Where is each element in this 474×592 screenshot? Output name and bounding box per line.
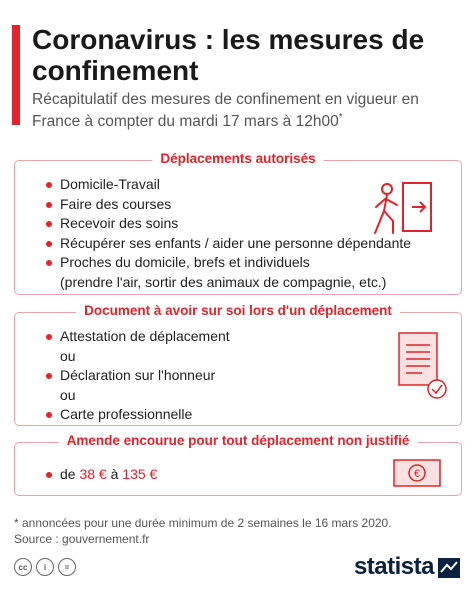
subtitle-mark: * <box>338 112 343 123</box>
travel-section <box>14 151 462 295</box>
fine-amount-high: 135 € <box>122 466 158 482</box>
license-icons <box>14 558 76 576</box>
fine-section <box>14 433 462 496</box>
attribution-icon[interactable]: i <box>36 558 54 576</box>
fine-connector: à <box>110 466 119 482</box>
no-derivatives-icon[interactable]: = <box>58 558 76 576</box>
svg-text:€: € <box>413 468 421 480</box>
list-item-or: ou <box>60 347 76 364</box>
page-title: Coronavirus : les mesures de confinement <box>32 24 425 86</box>
list-item: Attestation de déplacement <box>60 327 230 347</box>
list-item: Proches du domicile, brefs et individuels <box>60 253 411 273</box>
document-check-icon <box>385 331 450 403</box>
document-list <box>60 327 230 425</box>
fine-section-title: Amende encourue pour tout déplacement non justifié <box>59 433 418 448</box>
travel-list <box>60 175 411 292</box>
subtitle-text: Récapitulatif des mesures de confinement en vigueur en France à compter du mardi 17 mars à 12h00 <box>32 91 419 131</box>
list-item: Carte professionnelle <box>60 405 230 425</box>
fine-list <box>60 465 157 485</box>
title-accent-bar <box>12 25 20 125</box>
creative-commons-icon[interactable]: cc <box>14 558 32 576</box>
list-item: Déclaration sur l'honneur <box>60 366 230 386</box>
list-item: Récupérer ses enfants / aider une personne dépendante <box>60 234 411 254</box>
source: Source : gouvernement.fr <box>14 532 150 546</box>
statista-logo[interactable]: statista <box>353 553 434 580</box>
document-section <box>14 303 462 426</box>
travel-section-title: Déplacements autorisés <box>152 151 323 166</box>
fine-prefix: de <box>60 466 76 482</box>
fine-amount <box>60 465 157 485</box>
statista-logo-mark-icon <box>438 558 460 578</box>
list-item: Domicile-Travail <box>60 175 411 195</box>
fine-amount-low: 38 € <box>79 466 107 482</box>
footnote: * annoncées pour une durée minimum de 2 semaines le 16 mars 2020. <box>14 516 392 530</box>
list-item: Faire des courses <box>60 195 411 215</box>
person-exit-icon <box>371 181 441 239</box>
page-subtitle <box>32 91 462 131</box>
euro-bill-icon <box>393 459 441 487</box>
document-section-title: Document à avoir sur soi lors d'un déplacement <box>76 303 400 318</box>
list-item-or: ou <box>60 386 76 403</box>
list-item: Recevoir des soins <box>60 214 411 234</box>
list-item-continuation: (prendre l'air, sortir des animaux de compagnie, etc.) <box>60 273 387 290</box>
footnote-block <box>14 515 392 547</box>
